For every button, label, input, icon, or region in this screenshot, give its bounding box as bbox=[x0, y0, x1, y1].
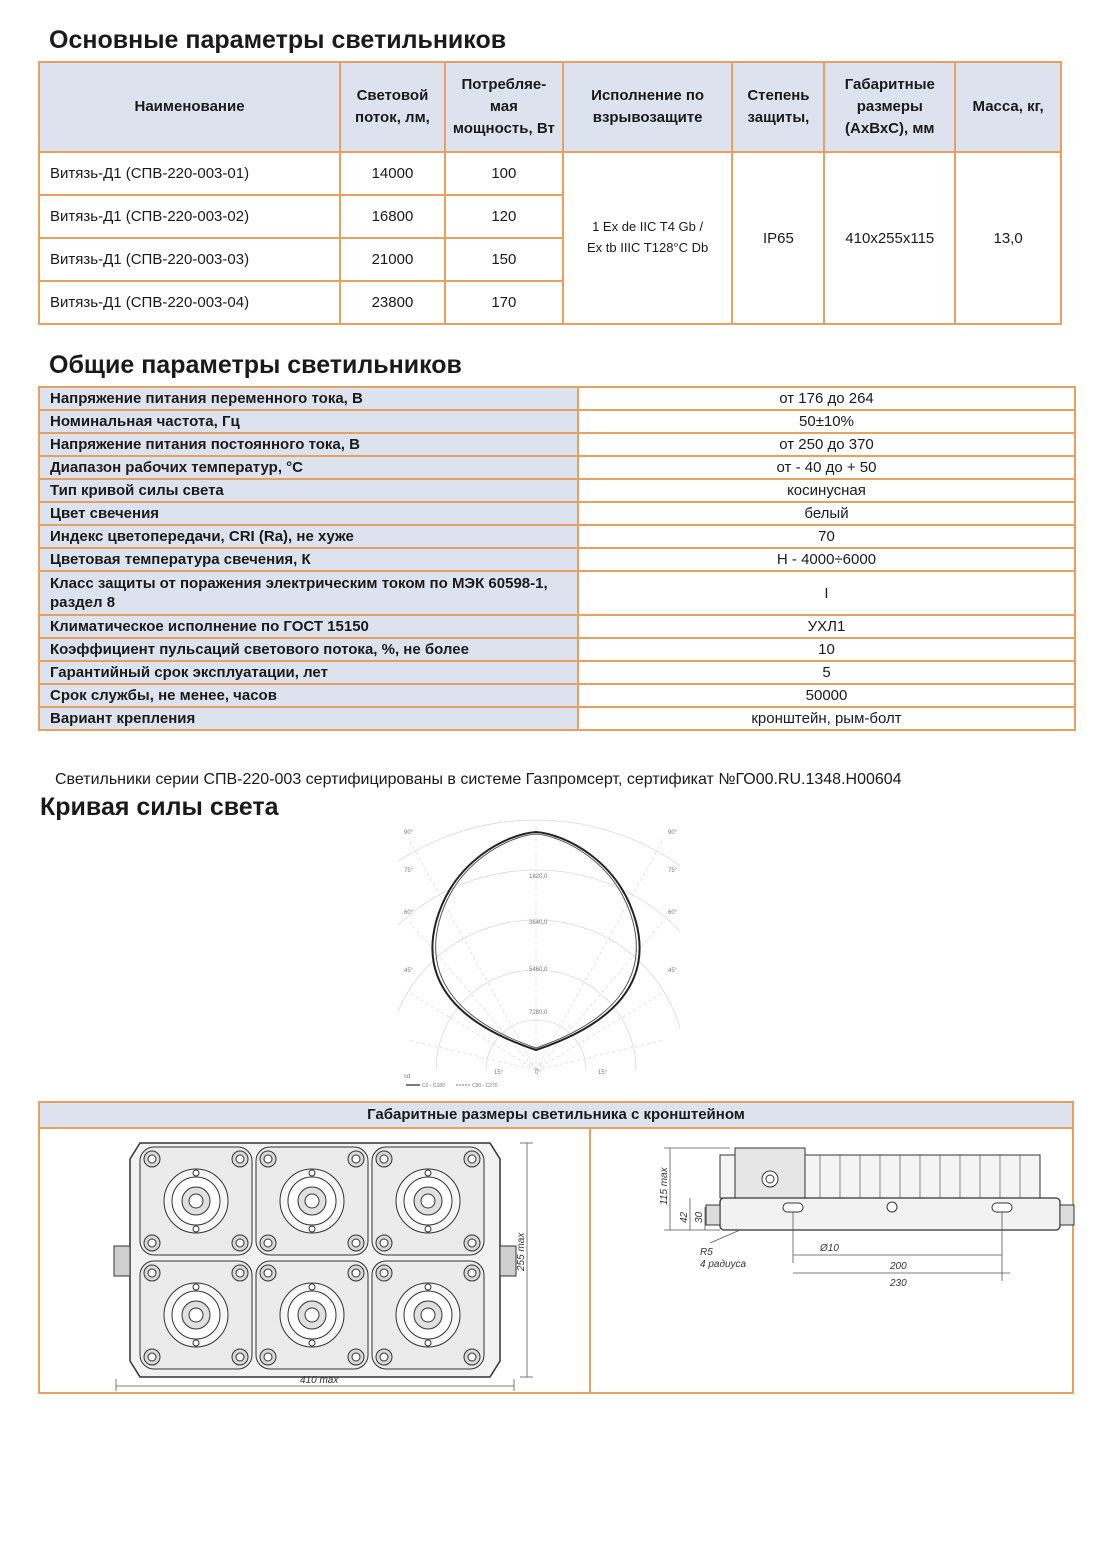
led-module bbox=[256, 1261, 368, 1369]
flux-value: 21000 bbox=[340, 238, 445, 281]
led-module bbox=[256, 1147, 368, 1255]
angle-label: 75° bbox=[668, 868, 678, 874]
param-row bbox=[39, 525, 1075, 548]
polar-frame bbox=[406, 815, 676, 1079]
angle-label: 90° bbox=[404, 830, 414, 836]
width-label: 410 max bbox=[300, 1375, 339, 1386]
angle-label: 15° bbox=[494, 1070, 504, 1076]
led-module bbox=[372, 1147, 484, 1255]
param-row bbox=[39, 707, 1075, 730]
led-module bbox=[140, 1261, 252, 1369]
front-view-drawing bbox=[100, 1131, 540, 1393]
power-value: 100 bbox=[445, 152, 563, 195]
ex-line-2: Ex tb IIIC T128°C Db bbox=[586, 240, 709, 255]
param-name: Цвет свечения bbox=[39, 502, 578, 525]
param-row bbox=[39, 571, 1075, 615]
param-name: Диапазон рабочих температур, °С bbox=[39, 456, 578, 479]
ip-rating: IP65 bbox=[732, 152, 824, 324]
param-value: 70 bbox=[578, 525, 1075, 548]
height-label: 255 max bbox=[516, 1232, 527, 1271]
general-params-table bbox=[38, 386, 1076, 731]
radius-label: R5 bbox=[700, 1247, 713, 1258]
power-value: 150 bbox=[445, 238, 563, 281]
mass-value: 13,0 bbox=[955, 152, 1061, 324]
light-curve-title: Кривая силы света bbox=[40, 793, 279, 821]
dim-200-label: 200 bbox=[890, 1261, 907, 1272]
table-header-row bbox=[39, 62, 1061, 152]
param-row bbox=[39, 479, 1075, 502]
bracket-hole bbox=[887, 1202, 897, 1212]
header-flux: Световой поток, лм, bbox=[340, 62, 445, 152]
table-row bbox=[39, 152, 1061, 195]
ex-line-1: 1 Ex de IIC T4 Gb / bbox=[592, 219, 704, 235]
flux-value: 14000 bbox=[340, 152, 445, 195]
radius-note: 4 радиуса bbox=[700, 1259, 747, 1270]
param-value: 5 bbox=[578, 661, 1075, 684]
model-name: Витязь-Д1 (СПВ-220-003-01) bbox=[39, 152, 340, 195]
param-value: от 250 до 370 bbox=[578, 433, 1075, 456]
param-value: косинусная bbox=[578, 479, 1075, 502]
param-value: от - 40 до + 50 bbox=[578, 456, 1075, 479]
radial-label: 1820,0 bbox=[529, 874, 548, 880]
radial-label: 7280,0 bbox=[529, 1010, 548, 1016]
param-name: Климатическое исполнение по ГОСТ 15150 bbox=[39, 615, 578, 638]
header-dims: Габаритные размеры (АхВхС), мм bbox=[824, 62, 955, 152]
bracket-slot bbox=[783, 1203, 803, 1212]
hole-label: Ø10 bbox=[820, 1243, 839, 1254]
angle-label: 0° bbox=[535, 1070, 541, 1076]
led-module bbox=[140, 1147, 252, 1255]
header-power: Потребляе-мая мощность, Вт bbox=[445, 62, 563, 152]
param-row bbox=[39, 548, 1075, 571]
param-row bbox=[39, 410, 1075, 433]
param-row bbox=[39, 456, 1075, 479]
side-view-drawing bbox=[640, 1143, 1080, 1343]
param-name: Индекс цветопередачи, CRI (Ra), не хуже bbox=[39, 525, 578, 548]
cable-gland-icon bbox=[762, 1171, 778, 1187]
model-name: Витязь-Д1 (СПВ-220-003-03) bbox=[39, 238, 340, 281]
angle-label: 45° bbox=[668, 968, 678, 974]
param-value: 50±10% bbox=[578, 410, 1075, 433]
side-height-label: 115 max bbox=[659, 1167, 670, 1205]
param-value: от 176 до 264 bbox=[578, 387, 1075, 410]
power-value: 120 bbox=[445, 195, 563, 238]
param-name: Класс защиты от поражения электрическим током по МЭК 60598-1, раздел 8 bbox=[39, 571, 578, 615]
flux-value: 16800 bbox=[340, 195, 445, 238]
param-name: Тип кривой силы света bbox=[39, 479, 578, 502]
param-name: Срок службы, не менее, часов bbox=[39, 684, 578, 707]
dimensions-divider bbox=[589, 1129, 591, 1392]
main-params-title: Основные параметры светильников bbox=[49, 26, 507, 54]
param-name: Цветовая температура свечения, К bbox=[39, 548, 578, 571]
bracket-slot bbox=[992, 1203, 1012, 1212]
param-name: Вариант крепления bbox=[39, 707, 578, 730]
param-name: Напряжение питания постоянного тока, В bbox=[39, 433, 578, 456]
flux-value: 23800 bbox=[340, 281, 445, 324]
polar-legend bbox=[406, 1083, 498, 1089]
unit-label: cd bbox=[404, 1074, 411, 1080]
param-name: Напряжение питания переменного тока, В bbox=[39, 387, 578, 410]
main-params-table bbox=[38, 61, 1062, 325]
angle-label: 15° bbox=[598, 1070, 608, 1076]
param-row bbox=[39, 684, 1075, 707]
radial-label: 3640,0 bbox=[529, 920, 548, 926]
angle-label: 75° bbox=[404, 868, 414, 874]
power-value: 170 bbox=[445, 281, 563, 324]
angle-label: 60° bbox=[404, 910, 414, 916]
general-params-title: Общие параметры светильников bbox=[49, 351, 462, 379]
dim-30-label: 30 bbox=[694, 1211, 705, 1223]
side-bracket-left bbox=[114, 1246, 130, 1276]
param-row bbox=[39, 502, 1075, 525]
radial-label: 5460,0 bbox=[529, 967, 548, 973]
header-mass: Масса, кг, bbox=[955, 62, 1061, 152]
angle-label: 45° bbox=[404, 968, 414, 974]
ex-protection bbox=[563, 152, 733, 324]
param-value: 50000 bbox=[578, 684, 1075, 707]
side-bracket-right bbox=[500, 1246, 516, 1276]
header-ip: Степень защиты, bbox=[732, 62, 824, 152]
model-name: Витязь-Д1 (СПВ-220-003-02) bbox=[39, 195, 340, 238]
param-row bbox=[39, 387, 1075, 410]
param-row bbox=[39, 638, 1075, 661]
dim-42-label: 42 bbox=[679, 1211, 690, 1223]
polar-light-curve bbox=[398, 812, 680, 1092]
dimensions-value: 410x255x115 bbox=[824, 152, 955, 324]
param-value: Н - 4000÷6000 bbox=[578, 548, 1075, 571]
param-row bbox=[39, 661, 1075, 684]
header-ex: Исполнение по взрывозащите bbox=[563, 62, 733, 152]
param-value: кронштейн, рым-болт bbox=[578, 707, 1075, 730]
legend-label: C90 - C270 bbox=[472, 1083, 498, 1089]
param-name: Гарантийный срок эксплуатации, лет bbox=[39, 661, 578, 684]
angle-label: 90° bbox=[668, 830, 678, 836]
legend-label: C0 - C180 bbox=[422, 1083, 445, 1089]
param-value: 10 bbox=[578, 638, 1075, 661]
certificate-note: Светильники серии СПВ-220-003 сертифицированы в системе Газпромсерт, сертификат №ГО00.RU.1348.Н00604 bbox=[55, 771, 902, 788]
dimensions-title: Габаритные размеры светильника с кронштейном bbox=[40, 1103, 1072, 1129]
param-value: УХЛ1 bbox=[578, 615, 1075, 638]
param-value: белый bbox=[578, 502, 1075, 525]
model-name: Витязь-Д1 (СПВ-220-003-04) bbox=[39, 281, 340, 324]
dim-230-label: 230 bbox=[890, 1278, 907, 1289]
param-name: Номинальная частота, Гц bbox=[39, 410, 578, 433]
param-value: I bbox=[578, 571, 1075, 615]
angle-label: 60° bbox=[668, 910, 678, 916]
param-row bbox=[39, 433, 1075, 456]
dimensions-block bbox=[38, 1101, 1074, 1394]
param-name: Коэффициент пульсаций светового потока, %, не более bbox=[39, 638, 578, 661]
param-row bbox=[39, 615, 1075, 638]
led-module bbox=[372, 1261, 484, 1369]
header-name: Наименование bbox=[39, 62, 340, 152]
